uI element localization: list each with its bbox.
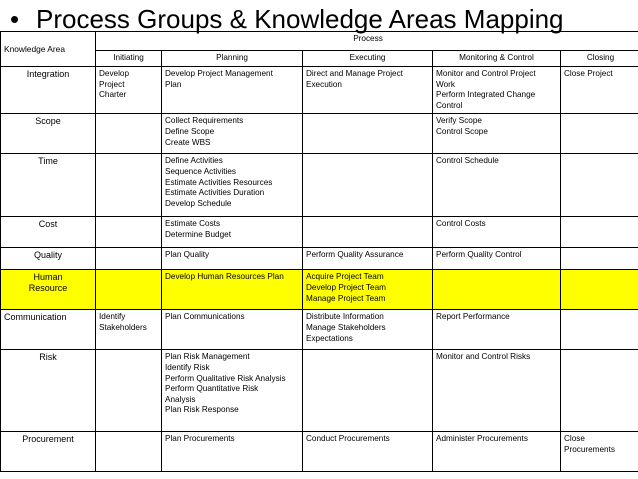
knowledge-area-cost — [1, 217, 96, 248]
process-cell-planning — [162, 67, 303, 114]
process-cell-executing — [303, 350, 433, 432]
process-name: Expectations — [306, 333, 353, 343]
process-name: Plan Risk Response — [165, 405, 239, 415]
process-name: Charter — [99, 90, 127, 100]
process-name: Stakeholders — [99, 322, 147, 332]
knowledge-area-label: Communication — [4, 312, 67, 323]
process-name: Perform Quality Control — [436, 250, 522, 260]
column-header-closing: Closing — [561, 51, 638, 67]
process-name: Direct and Manage Project — [306, 69, 403, 78]
process-name: Monitor and Control Risks — [436, 352, 531, 362]
process-cell-closing — [561, 432, 638, 472]
process-name: Monitor and Control Project — [436, 69, 536, 78]
knowledge-area-label: Time — [38, 156, 58, 167]
process-name: Execution — [306, 79, 342, 89]
process-name: Distribute Information — [306, 312, 384, 322]
process-name: Control — [436, 100, 463, 110]
process-name: Plan Communications — [165, 312, 245, 322]
table-row — [1, 67, 638, 114]
knowledge-area-label: Resource — [28, 282, 68, 293]
title-text: Process Groups & Knowledge Areas Mapping — [36, 4, 564, 34]
process-cell-closing — [561, 114, 638, 154]
process-name: Manage Project Team — [306, 293, 386, 303]
table-row — [1, 350, 638, 432]
process-cell-initiating — [96, 154, 162, 217]
process-name: Perform Qualitative Risk Analysis — [165, 373, 286, 383]
process-name: Procurements — [564, 444, 615, 454]
process-cell-monitoring-and-control — [433, 248, 561, 270]
process-cell-initiating — [96, 432, 162, 472]
process-cell-closing — [561, 154, 638, 217]
process-cell-monitoring-and-control — [433, 350, 561, 432]
column-header-row — [1, 51, 638, 67]
process-cell-executing — [303, 154, 433, 217]
process-cell-initiating — [96, 67, 162, 114]
process-name: Plan Procurements — [165, 434, 235, 444]
table-row — [1, 310, 638, 350]
process-name: Conduct Procurements — [306, 434, 390, 444]
process-name: Project — [99, 79, 125, 89]
process-name: Close Project — [564, 69, 613, 78]
process-super-header: Process — [96, 32, 638, 51]
process-cell-closing — [561, 350, 638, 432]
process-name: Identify — [99, 312, 126, 322]
knowledge-area-risk — [1, 350, 96, 432]
process-mapping-table — [0, 31, 638, 472]
process-cell-planning — [162, 114, 303, 154]
process-name: Create WBS — [165, 137, 211, 147]
table-row — [1, 217, 638, 248]
table-row — [1, 270, 638, 310]
process-cell-planning — [162, 310, 303, 350]
process-cell-executing — [303, 248, 433, 270]
knowledge-area-label: Risk — [39, 352, 57, 363]
column-header-monitoring-and-control: Monitoring & Control — [433, 51, 561, 67]
knowledge-area-label: Quality — [33, 250, 62, 261]
process-name: Develop Human Resources Plan — [165, 272, 284, 282]
knowledge-area-communication — [1, 310, 96, 350]
process-name: Close — [564, 434, 585, 444]
process-cell-executing — [303, 217, 433, 248]
knowledge-area-human-resource — [1, 270, 96, 310]
knowledge-area-quality — [1, 248, 96, 270]
process-cell-monitoring-and-control — [433, 67, 561, 114]
column-header-executing: Executing — [303, 51, 433, 67]
process-name: Develop Schedule — [165, 198, 232, 208]
process-name: Work — [436, 79, 455, 89]
process-cell-initiating — [96, 217, 162, 248]
process-cell-planning — [162, 350, 303, 432]
process-name: Control Schedule — [436, 156, 499, 166]
table-row — [1, 154, 638, 217]
process-name: Report Performance — [436, 312, 510, 322]
knowledge-area-procurement — [1, 432, 96, 472]
process-cell-monitoring-and-control — [433, 154, 561, 217]
process-name: Estimate Costs — [165, 219, 221, 229]
knowledge-area-label: Cost — [38, 219, 58, 230]
process-name: Estimate Activities Duration — [165, 188, 265, 198]
process-name: Determine Budget — [165, 229, 231, 239]
knowledge-area-header: Knowledge Area — [1, 32, 96, 67]
process-name: Plan Quality — [165, 250, 210, 260]
knowledge-area-label: Scope — [35, 116, 61, 127]
process-cell-executing — [303, 270, 433, 310]
process-name: Plan — [165, 79, 182, 89]
process-name: Sequence Activities — [165, 166, 237, 176]
process-cell-initiating — [96, 270, 162, 310]
process-cell-initiating — [96, 114, 162, 154]
process-cell-monitoring-and-control — [433, 310, 561, 350]
title-bullet: • — [10, 4, 20, 34]
process-cell-planning — [162, 217, 303, 248]
knowledge-area-integration — [1, 67, 96, 114]
process-cell-initiating — [96, 350, 162, 432]
process-cell-closing — [561, 310, 638, 350]
process-name: Develop — [99, 69, 130, 78]
process-name: Estimate Activities Resources — [165, 177, 273, 187]
process-cell-closing — [561, 270, 638, 310]
process-cell-monitoring-and-control — [433, 270, 561, 310]
process-cell-executing — [303, 67, 433, 114]
process-name: Plan Risk Management — [165, 352, 250, 362]
process-name: Control Scope — [436, 126, 488, 136]
process-cell-planning — [162, 270, 303, 310]
process-cell-planning — [162, 154, 303, 217]
process-cell-monitoring-and-control — [433, 217, 561, 248]
process-cell-executing — [303, 432, 433, 472]
process-cell-initiating — [96, 248, 162, 270]
process-name: Analysis — [165, 394, 196, 404]
knowledge-area-scope — [1, 114, 96, 154]
process-name: Perform Quality Assurance — [306, 250, 404, 260]
table-body — [1, 67, 638, 472]
process-name: Manage Stakeholders — [306, 322, 386, 332]
process-cell-planning — [162, 432, 303, 472]
table-row — [1, 114, 638, 154]
knowledge-area-label: Procurement — [22, 434, 74, 445]
process-cell-initiating — [96, 310, 162, 350]
knowledge-area-label: Integration — [26, 69, 70, 79]
process-cell-monitoring-and-control — [433, 432, 561, 472]
process-cell-planning — [162, 248, 303, 270]
process-name: Define Activities — [165, 156, 223, 166]
table-row — [1, 432, 638, 472]
process-name: Define Scope — [165, 126, 215, 136]
process-cell-executing — [303, 114, 433, 154]
process-name: Develop Project Management — [165, 69, 273, 78]
column-header-planning: Planning — [162, 51, 303, 67]
process-name: Control Costs — [436, 219, 486, 229]
process-name: Collect Requirements — [165, 116, 244, 126]
knowledge-area-time — [1, 154, 96, 217]
process-cell-closing — [561, 248, 638, 270]
process-name: Administer Procurements — [436, 434, 528, 444]
process-name: Perform Integrated Change — [436, 90, 536, 100]
process-cell-executing — [303, 310, 433, 350]
column-header-initiating: Initiating — [96, 51, 162, 67]
process-name: Identify Risk — [165, 362, 210, 372]
process-cell-closing — [561, 217, 638, 248]
process-cell-closing — [561, 67, 638, 114]
process-name: Acquire Project Team — [306, 272, 384, 282]
process-name: Develop Project Team — [306, 282, 386, 292]
process-name: Verify Scope — [436, 116, 482, 126]
process-name: Perform Quantitative Risk — [165, 384, 259, 394]
process-cell-monitoring-and-control — [433, 114, 561, 154]
table-row — [1, 248, 638, 270]
knowledge-area-label: Human — [33, 272, 63, 283]
